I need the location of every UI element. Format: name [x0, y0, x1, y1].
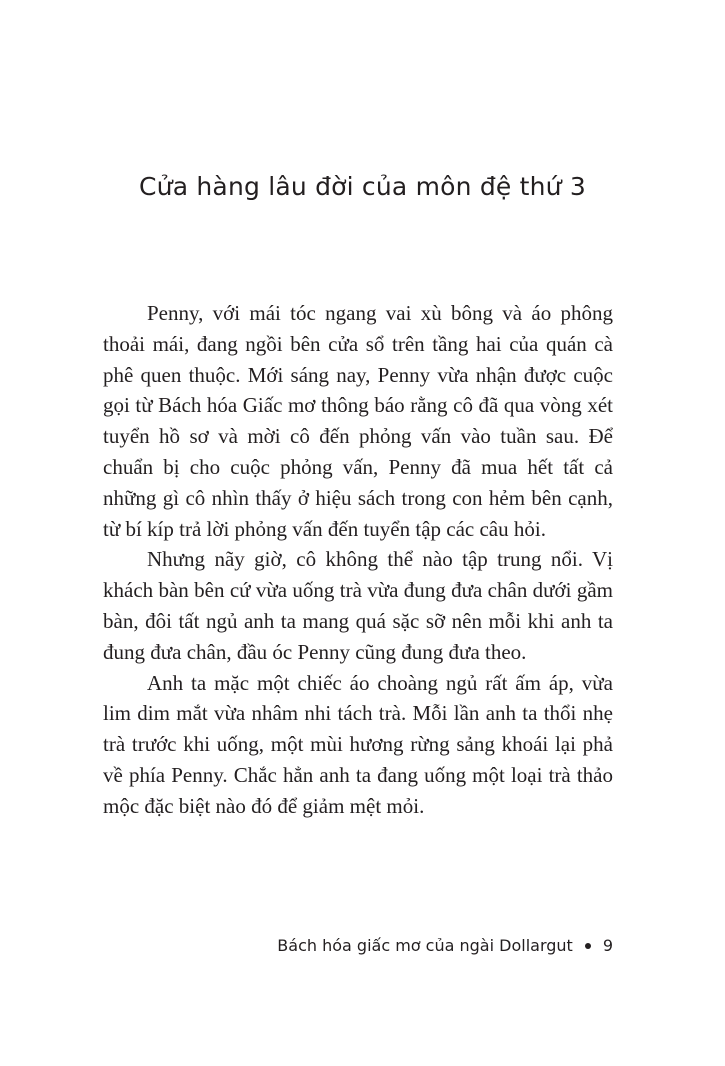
- paragraph-2: Nhưng nãy giờ, cô không thể nào tập trung nổi. Vị khách bàn bên cứ vừa uống trà vừa đung đưa chân dưới gầm bàn, đôi tất ngủ anh ta mang quá sặc sỡ nên mỗi khi anh ta đung đưa chân, đầu óc Penny cũng đung đưa theo.: [103, 547, 613, 664]
- chapter-title: Cửa hàng lâu đời của môn đệ thứ 3: [139, 172, 586, 201]
- bullet-separator-icon: [585, 943, 591, 949]
- body-text: [103, 298, 613, 822]
- footer-book-title: Bách hóa giấc mơ của ngài Dollargut: [277, 936, 573, 955]
- paragraph-3: Anh ta mặc một chiếc áo choàng ngủ rất ấm áp, vừa lim dim mắt vừa nhâm nhi tách trà. Mỗi lần anh ta thổi nhẹ trà trước khi uống, một mùi hương rừng sảng khoái lại phả về phía Penny. Chắc hẳn anh ta đang uống một loại trà thảo mộc đặc biệt nào đó để giảm mệt mỏi.: [103, 670, 613, 818]
- paragraph-1: Penny, với mái tóc ngang vai xù bông và áo phông thoải mái, đang ngồi bên cửa sổ trên tầng hai của quán cà phê quen thuộc. Mới sáng nay, Penny vừa nhận được cuộc gọi từ Bách hóa Giấc mơ thông báo rằng cô đã qua vòng xét tuyển hồ sơ và mời cô đến phỏng vấn vào tuần sau. Để chuẩn bị cho cuộc phỏng vấn, Penny đã mua hết tất cả những gì cô nhìn thấy ở hiệu sách trong con hẻm bên cạnh, từ bí kíp trả lời phỏng vấn đến tuyển tập các câu hỏi.: [103, 301, 613, 541]
- running-footer: [277, 936, 613, 955]
- page-number: 9: [602, 936, 613, 955]
